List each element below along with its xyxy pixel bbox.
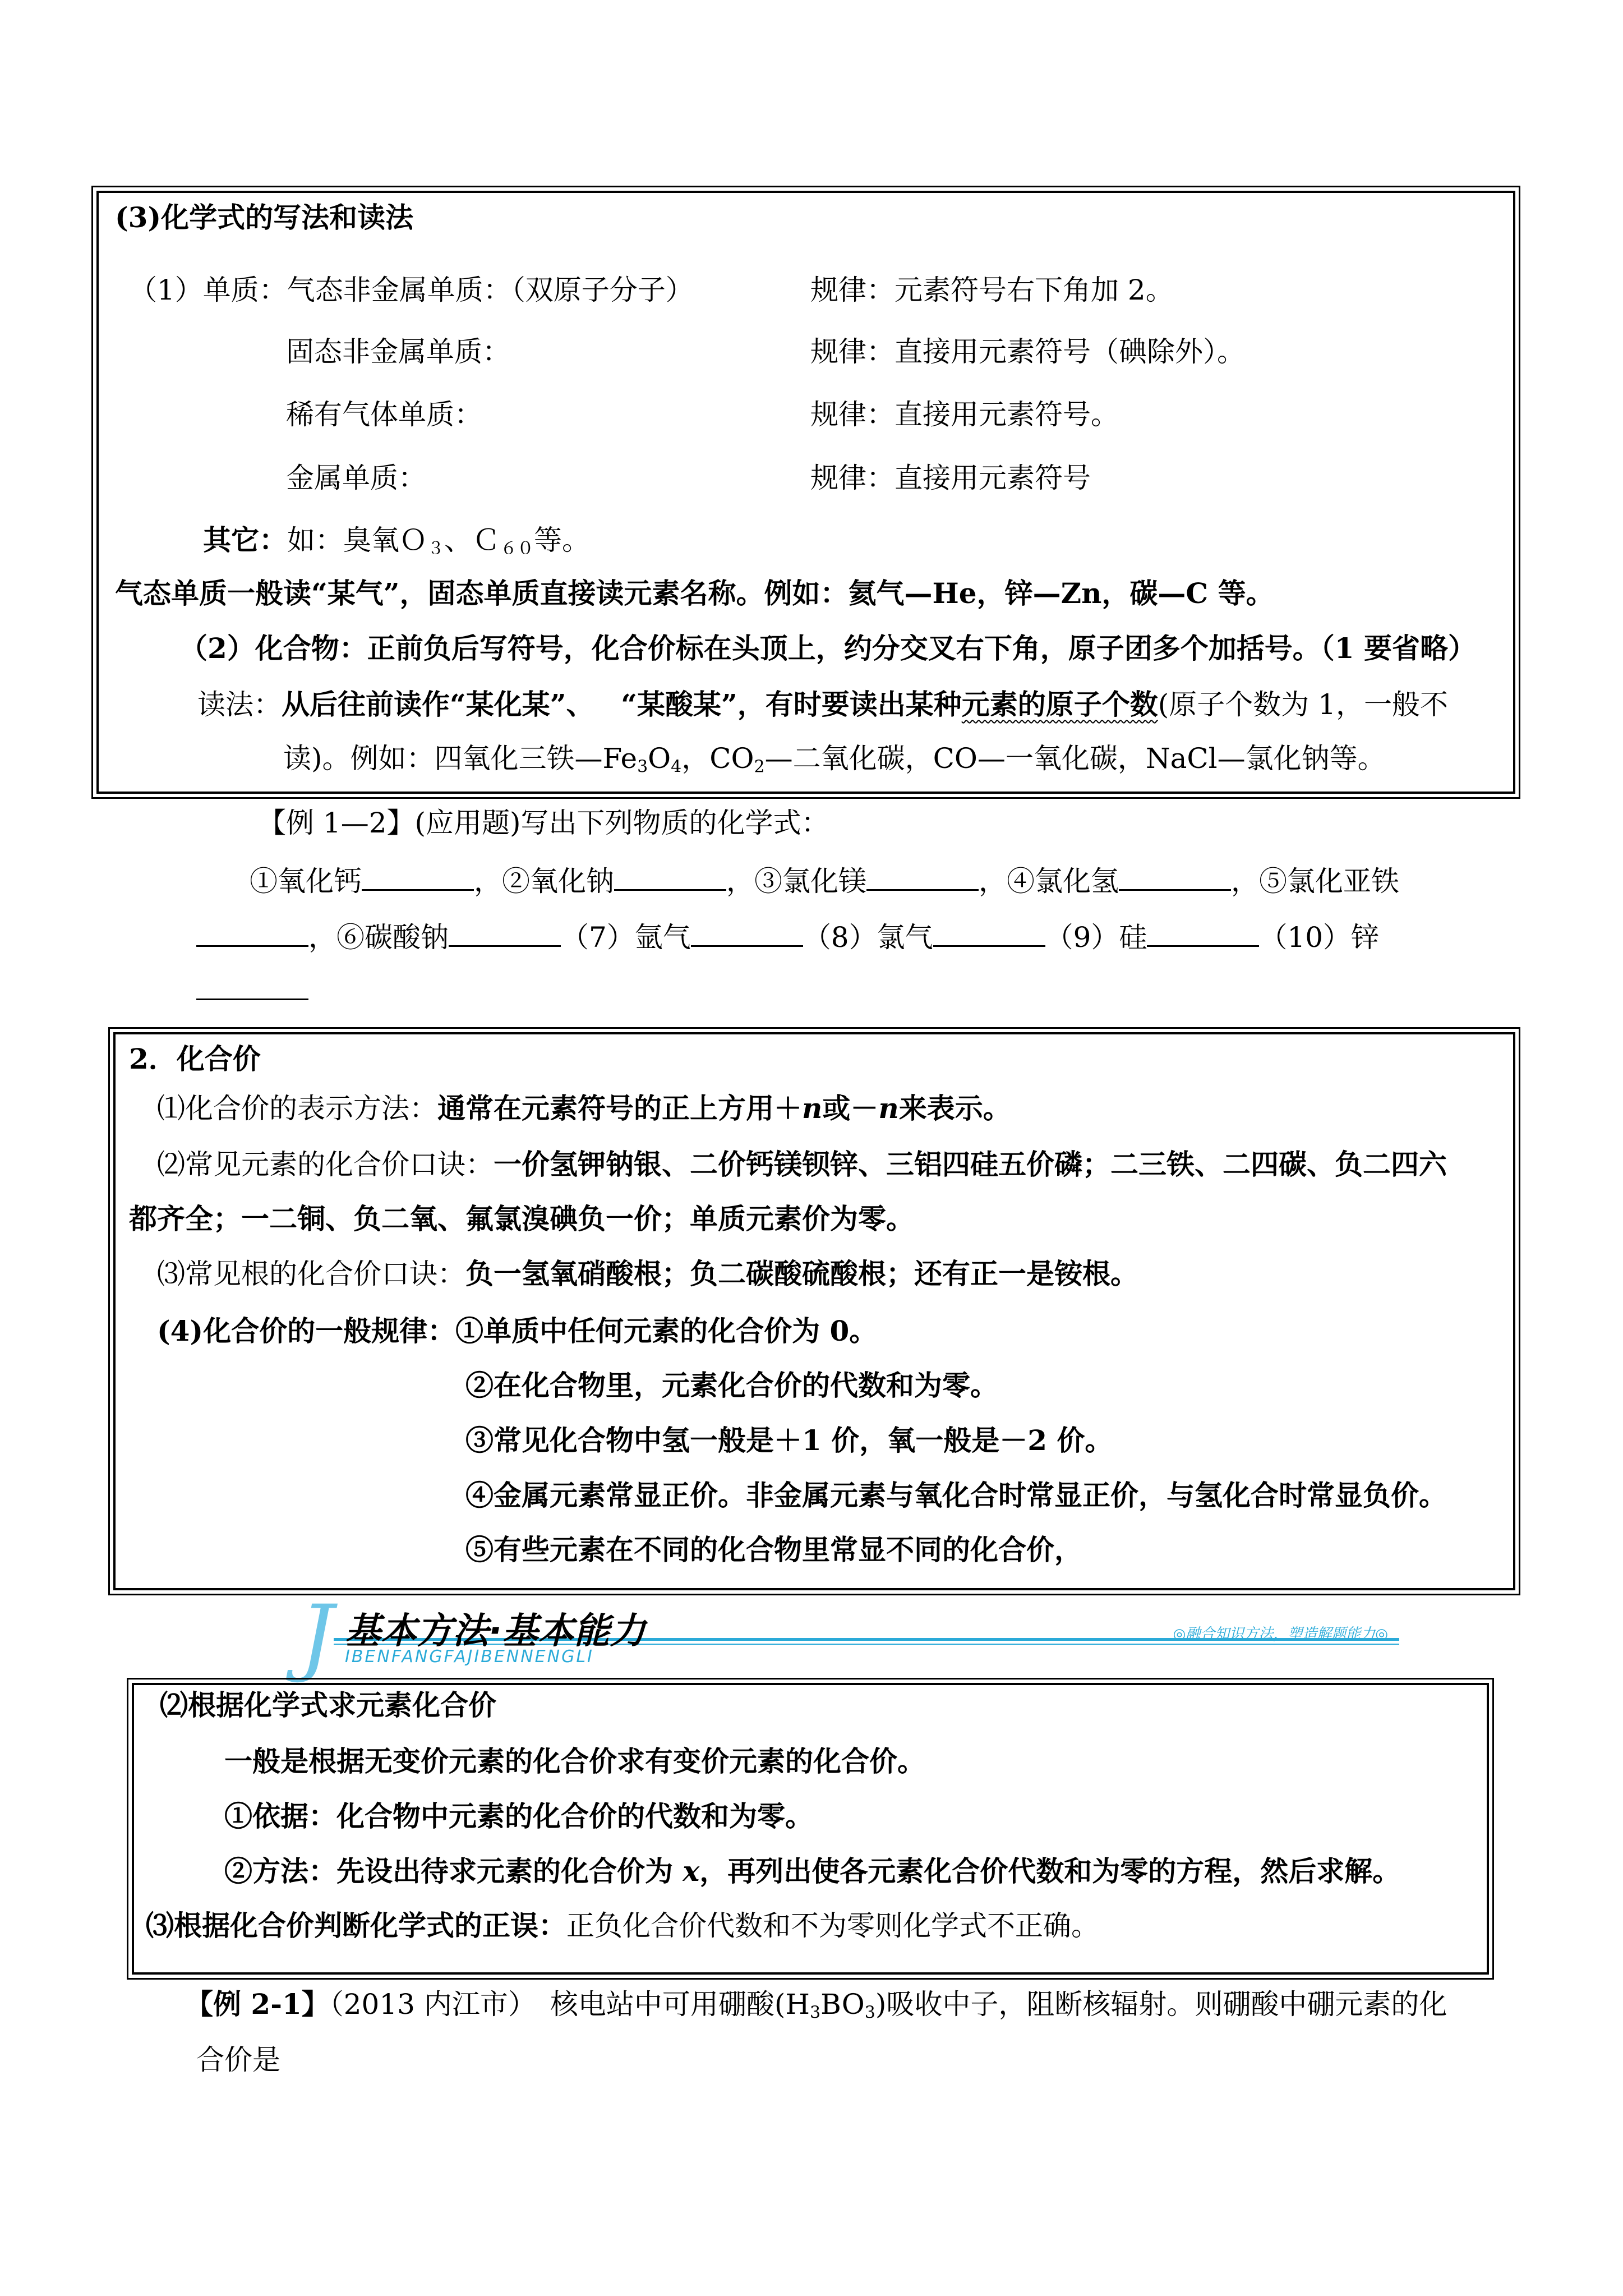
reading2-d: —二氧化碳，CO—一氧化碳，NaCl—氯化钠等。	[764, 742, 1386, 775]
other-label: 其它：	[203, 523, 287, 556]
valence-line-2	[157, 1149, 1447, 1180]
valence-line-1	[157, 1093, 1011, 1124]
other-text-3: 等。	[534, 524, 590, 556]
method-l3x: x	[683, 1855, 700, 1888]
reading-examples	[283, 742, 1386, 777]
example-2-1-a: （2013 内江市） 核电站中可用硼酸(H	[329, 1988, 810, 2021]
answer-blank[interactable]	[866, 864, 979, 891]
method-line-4	[146, 1910, 1099, 1941]
rule-row-2-left: 固态非金属单质：	[286, 335, 510, 368]
rule-row-4-right: 规律：直接用元素符号	[810, 462, 1091, 494]
other-text-2: 、Ｃ	[444, 524, 500, 556]
rule-row-2-right: 规律：直接用元素符号（碘除外）。	[810, 335, 1245, 368]
valence-heading: 2．化合价	[129, 1042, 261, 1075]
banner-slogan: ◎融合知识方法，塑造解题能力◎	[1173, 1626, 1388, 1642]
blank-label: （9）硅	[1045, 921, 1147, 954]
method-line-2: ①依据：化合物中元素的化合价的代数和为零。	[224, 1800, 813, 1833]
method-heading: ⑵根据化学式求元素化合价	[160, 1688, 496, 1722]
compound-rule: （2）化合物：正前负后写符号，化合价标在头顶上，约分交叉右下角，原子团多个加括号。（1 要省略）	[179, 632, 1476, 665]
section-banner	[300, 1588, 1399, 1685]
answer-blank[interactable]	[1119, 864, 1231, 891]
example-2-1-sub-1: 3	[810, 2003, 821, 2023]
reading2-b: O	[648, 742, 671, 775]
reading2-sub-2: 4	[671, 757, 682, 777]
rule-row-3-left: 稀有气体单质：	[286, 398, 482, 431]
answer-blank[interactable]	[196, 920, 308, 947]
valence-l2b: 一价氢钾钠银、二价钙镁钡锌、三铝四硅五价磷；二三铁、二四碳、负二四六	[494, 1148, 1447, 1181]
method-line-1: 一般是根据无变价元素的化合价求有变价元素的化合价。	[224, 1745, 925, 1778]
reading2-sub-3: 2	[754, 757, 765, 777]
example-1-2-row-1	[250, 864, 1399, 897]
example-2-1-c: )吸收中子，阻断核辐射。则硼酸中硼元素的化	[875, 1988, 1447, 2021]
blank-label: ，⑥碳酸钠	[308, 921, 449, 954]
banner-letter: J	[300, 1588, 334, 1685]
answer-blank[interactable]	[933, 920, 1045, 947]
method-l3b: ，再列出使各元素化合价代数和为零的方程，然后求解。	[699, 1855, 1401, 1888]
reading-text-b: “某酸某”，有时要读出某种	[621, 688, 962, 721]
method-l4a: ⑶根据化合价判断化学式的正误：	[146, 1909, 566, 1942]
valence-l5b: ①单质中任何元素的化合价为 0。	[455, 1314, 878, 1347]
example-2-1-label: 【例 2-1】	[185, 1987, 330, 2021]
valence-l1d: 来表示。	[898, 1092, 1011, 1125]
example-1-2-row-2	[196, 920, 1379, 953]
valence-line-3: 都齐全；一二铜、负二氧、氟氯溴碘负一价；单质元素价为零。	[129, 1202, 914, 1235]
valence-rule-4: ④金属元素常显正价。非金属元素与氧化合时常显正价，与氢化合时常显负价。	[465, 1479, 1447, 1512]
valence-l1n2: n	[878, 1092, 899, 1125]
example-2-1	[185, 1987, 1447, 2023]
blank-label: ，⑤氯化亚铁	[1231, 865, 1399, 898]
example-1-2-title	[258, 808, 829, 839]
valence-l1n1: n	[802, 1092, 823, 1125]
answer-blank[interactable]	[614, 864, 726, 891]
valence-l1a: ⑴化合价的表示方法：	[157, 1092, 437, 1125]
example-text: (应用题)写出下列物质的化学式：	[414, 807, 829, 839]
valence-l2a: ⑵常见元素的化合价口诀：	[157, 1148, 494, 1181]
rule-row-4-left: 金属单质：	[286, 462, 426, 494]
answer-blank[interactable]	[362, 864, 474, 891]
reading-text-a: 从后往前读作“某化某”、	[282, 688, 594, 721]
answer-blank[interactable]	[691, 920, 803, 947]
method-l3a: ②方法：先设出待求元素的化合价为	[224, 1855, 683, 1888]
reading-text-d: (原子个数为 1，一般不	[1158, 688, 1448, 721]
reading2-c: ，CO	[681, 742, 754, 775]
other-text-1: 如：臭氧Ｏ	[287, 524, 427, 556]
valence-rule-5: ⑤有些元素在不同的化合物里常显不同的化合价，	[465, 1533, 1082, 1566]
other-sub-1: ３	[427, 539, 444, 559]
reading2-sub-1: 3	[637, 757, 648, 777]
valence-rule-3: ③常见化合物中氢一般是＋1 价，氧一般是－2 价。	[465, 1424, 1113, 1457]
valence-l4a: ⑶常见根的化合价口诀：	[157, 1258, 465, 1290]
rule-row-3-right: 规律：直接用元素符号。	[810, 398, 1119, 431]
example-2-1-sub-2: 3	[864, 2003, 875, 2023]
example-label: 【例 1—2】	[258, 807, 415, 839]
blank-label: ，④氯化氢	[979, 865, 1119, 898]
other-examples	[203, 523, 590, 559]
reading-label: 读法：	[197, 688, 282, 721]
valence-l4b: 负一氢氧硝酸根；负二碳酸硫酸根；还有正一是铵根。	[465, 1257, 1138, 1290]
method-l4b: 正负化合价代数和不为零则化学式不正确。	[566, 1910, 1099, 1942]
answer-blank[interactable]	[196, 973, 308, 1000]
blank-label: （7）氩气	[561, 921, 691, 954]
reading2-a: 读)。例如：四氧化三铁—Fe	[283, 742, 638, 775]
method-line-3	[224, 1856, 1400, 1887]
answer-blank[interactable]	[449, 920, 561, 947]
reading-text-c: 元素的原子个数	[961, 688, 1158, 721]
other-sub-2: ６０	[500, 539, 534, 559]
gas-reading-rule: 气态单质一般读“某气”，固态单质直接读元素名称。例如：氦气—He，锌—Zn，碳—C 等。	[115, 577, 1274, 610]
blank-label: （8）氯气	[803, 921, 933, 954]
banner-pinyin: IBENFANGFAJIBENNENGLI	[345, 1647, 594, 1667]
rule-row-1-left: （1）单质：气态非金属单质：（双原子分子）	[129, 274, 694, 306]
example-1-2-row-3	[196, 973, 308, 1006]
valence-l1b: 通常在元素符号的正上方用＋	[437, 1092, 802, 1125]
blank-label: ，③氯化镁	[726, 865, 866, 898]
example-2-1-b: BO	[820, 1988, 865, 2021]
rule-row-1-right: 规律：元素符号右下角加 2。	[810, 274, 1174, 306]
valence-rule-2: ②在化合物里，元素化合价的代数和为零。	[465, 1369, 998, 1402]
valence-l5a: (4)化合价的一般规律：	[157, 1314, 456, 1347]
reading-rule	[197, 689, 1448, 720]
banner-title: 基本方法·基本能力	[345, 1611, 646, 1652]
valence-line-4	[157, 1258, 1138, 1290]
blank-label: ①氧化钙	[250, 865, 362, 898]
blank-label: （10）锌	[1259, 921, 1380, 954]
answer-blank[interactable]	[1147, 920, 1259, 947]
valence-line-5	[157, 1315, 877, 1346]
example-2-1-line-2: 合价是	[196, 2044, 280, 2076]
valence-l1c: 或－	[822, 1092, 879, 1125]
section-heading: (3)化学式的写法和读法	[115, 201, 414, 234]
blank-label: ，②氧化钠	[474, 865, 614, 898]
